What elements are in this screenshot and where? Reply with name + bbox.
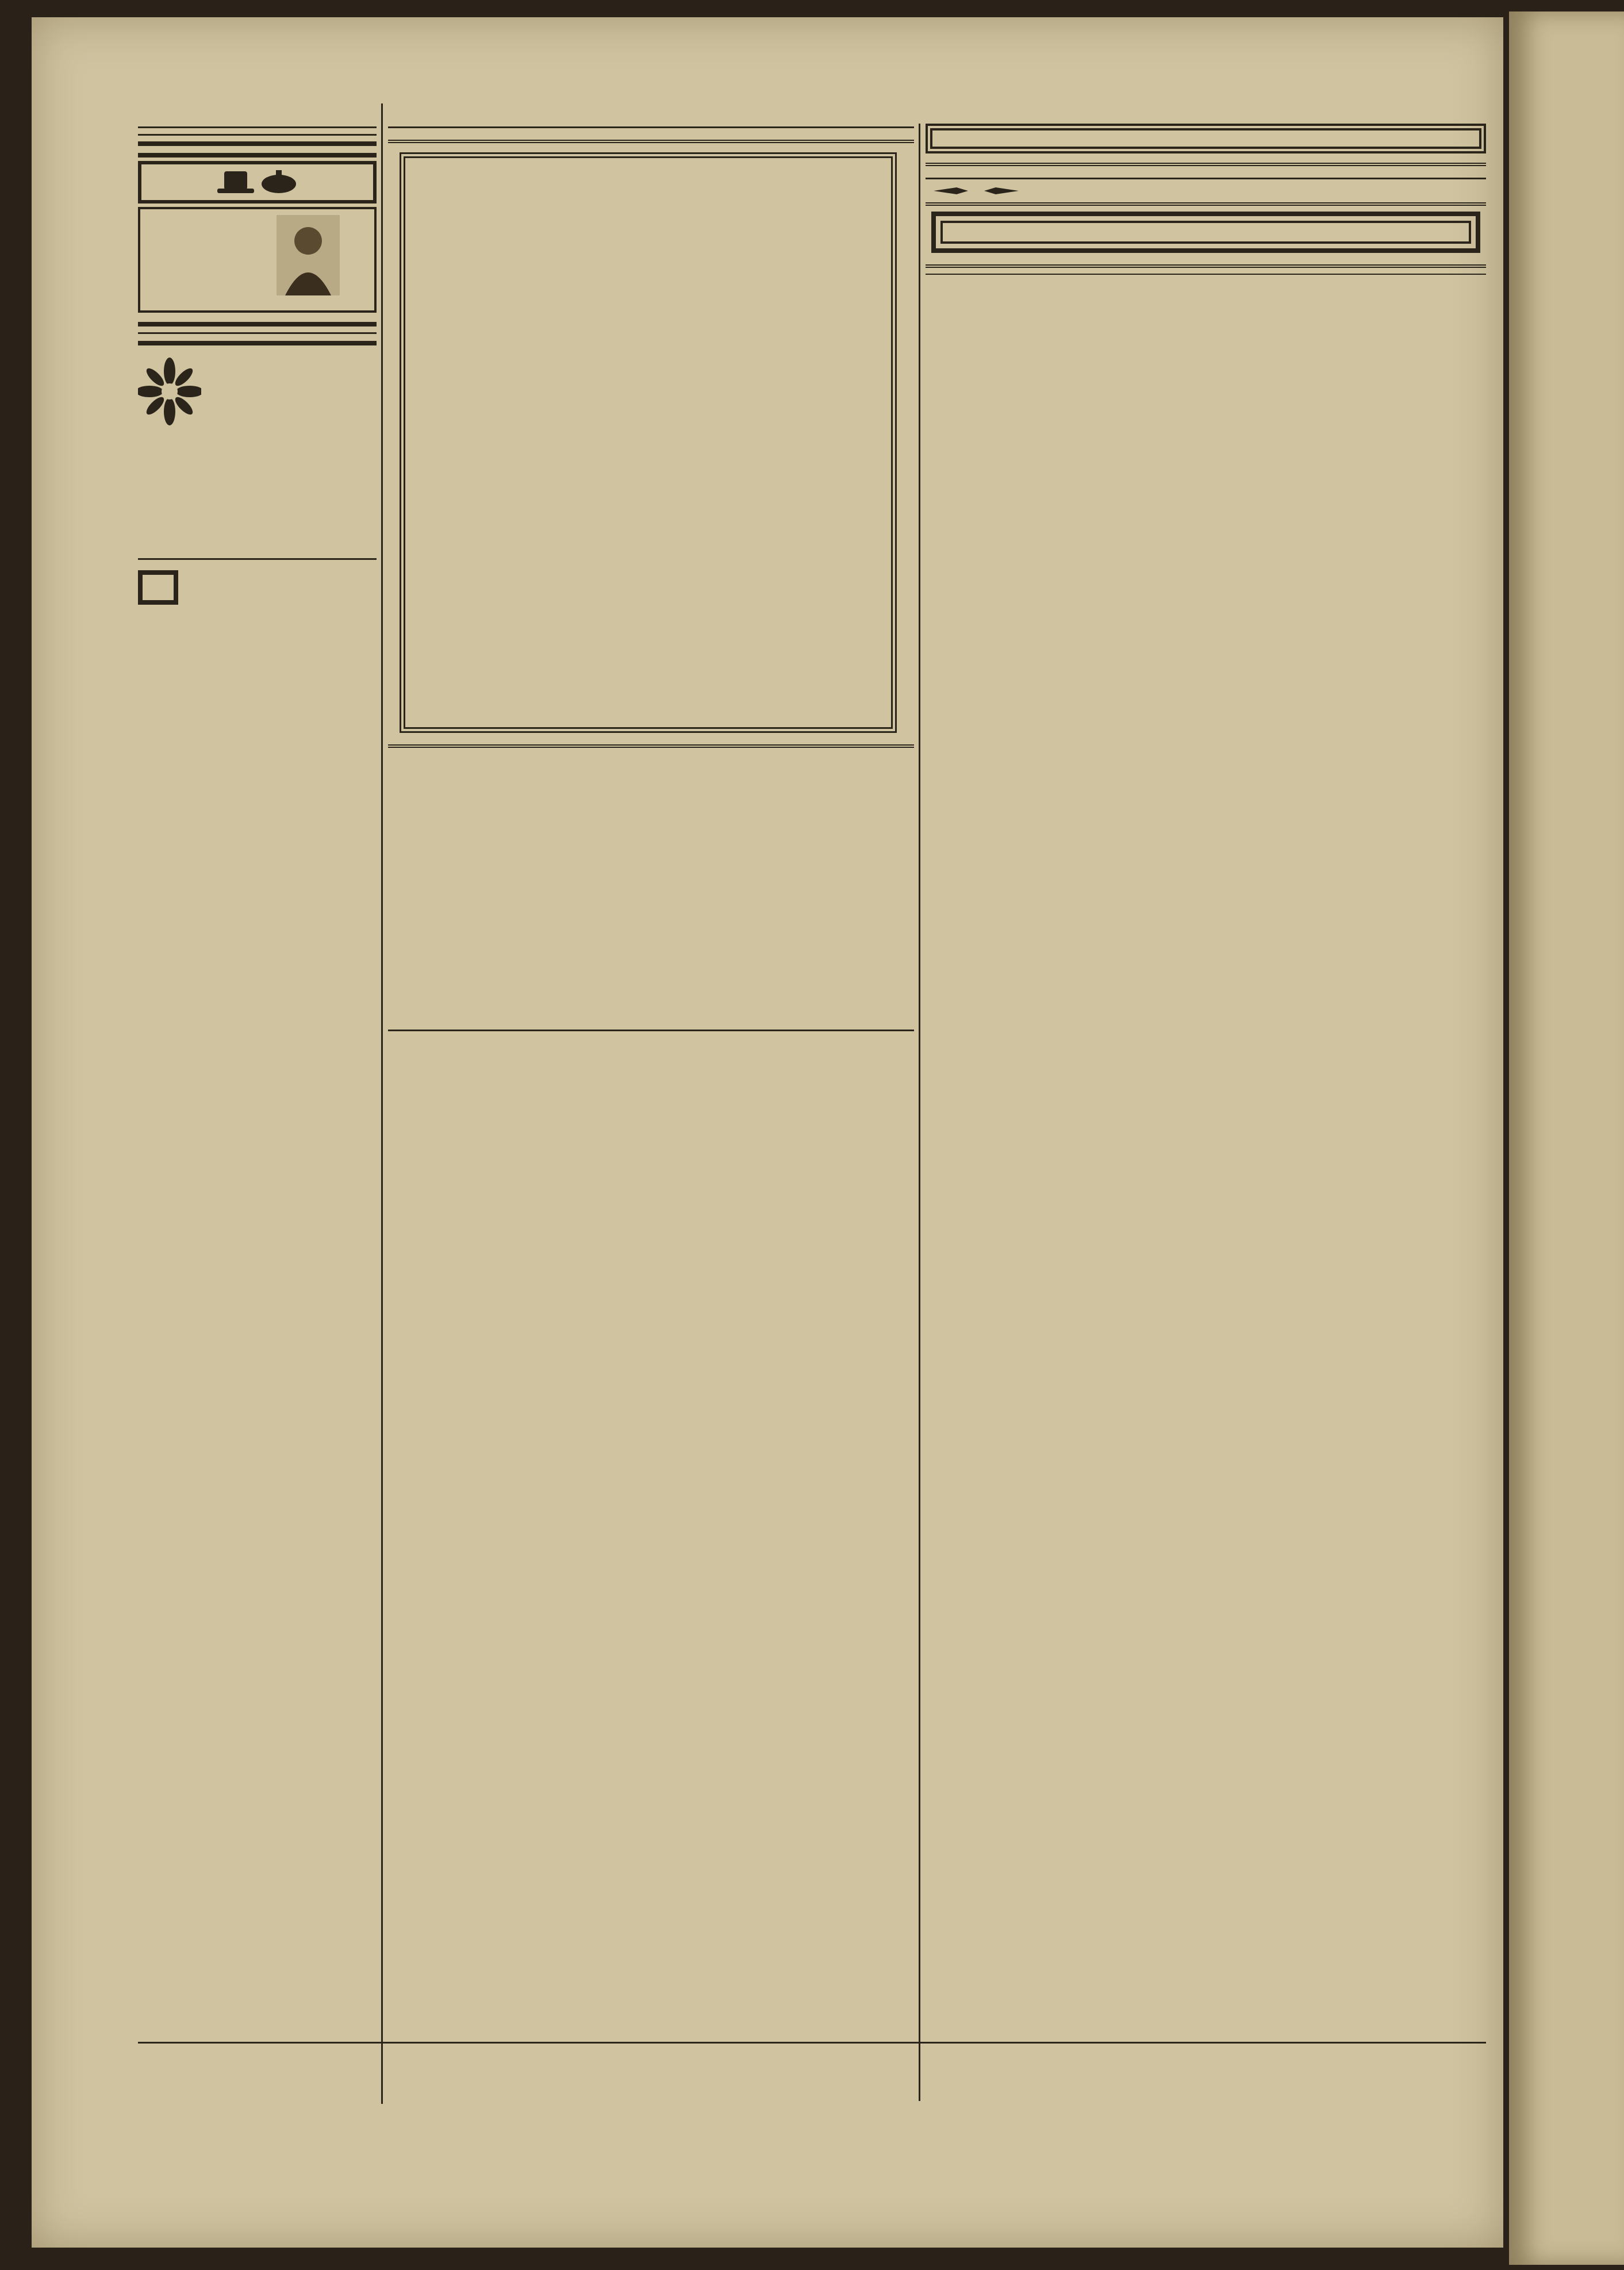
pointing-hand-icon <box>934 185 968 197</box>
danksagung-box <box>926 124 1486 153</box>
verschiedenes-banner <box>138 153 377 158</box>
rule <box>926 178 1486 179</box>
edelweiss-icon <box>138 357 201 426</box>
course-tables <box>926 274 1486 275</box>
eis-ad <box>388 754 914 1024</box>
bottle-icon <box>259 169 299 195</box>
tuell-ad <box>931 212 1480 253</box>
hanfcouverts-ad <box>388 1037 914 1115</box>
section-ad <box>138 345 377 552</box>
column-rule <box>919 124 920 2101</box>
continental-ad <box>400 152 897 733</box>
column-1 <box>138 121 377 617</box>
hoch-box <box>138 161 377 203</box>
column-2 <box>388 121 914 1115</box>
tuell-inner <box>940 221 1471 244</box>
rule <box>388 744 914 748</box>
rule <box>926 264 1486 268</box>
column-rule <box>381 103 383 2104</box>
hat-icon <box>216 169 256 195</box>
leidende-box <box>138 207 377 313</box>
jux-schau-line <box>926 185 1486 197</box>
rule <box>388 126 914 128</box>
hoch-icons <box>146 169 368 195</box>
pointing-hand-icon <box>984 185 1019 197</box>
continental-text <box>405 244 891 279</box>
rule <box>138 126 377 128</box>
kauf-gesuche-banner <box>138 141 377 146</box>
gefunden-banner <box>138 322 377 327</box>
footer-rule <box>138 2042 1486 2044</box>
rule <box>138 134 377 136</box>
frame-icon <box>138 570 178 605</box>
rule <box>138 332 377 334</box>
meeting-note <box>138 566 377 617</box>
rule <box>926 163 1486 166</box>
rule <box>388 140 914 143</box>
newspaper-page <box>32 17 1503 2248</box>
rule <box>388 1030 914 1031</box>
vereine-banner <box>138 341 377 345</box>
next-page-strip <box>1509 11 1624 2265</box>
woman-portrait-icon <box>277 215 340 295</box>
rule <box>926 202 1486 206</box>
rule <box>138 558 377 560</box>
column-3 <box>926 124 1486 277</box>
